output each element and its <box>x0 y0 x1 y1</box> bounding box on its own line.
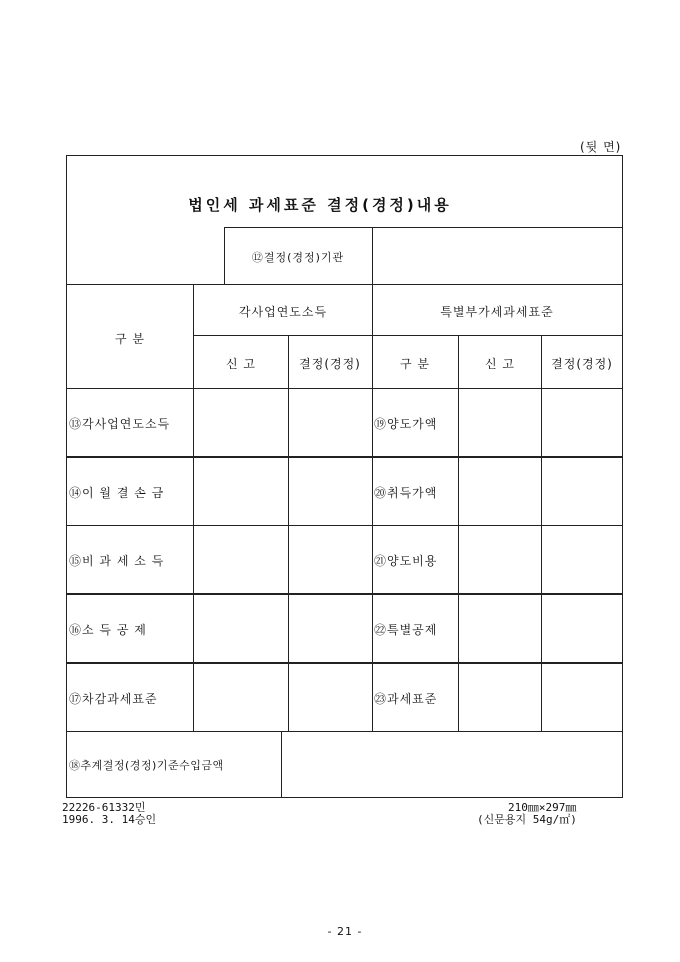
value-cell[interactable] <box>193 594 289 663</box>
value-cell[interactable] <box>541 388 623 457</box>
group-left-header: 각사업연도소득 <box>238 305 328 319</box>
value-cell[interactable] <box>541 663 623 732</box>
paper-size: 210㎜×297㎜ <box>508 801 577 814</box>
value-cell[interactable] <box>458 594 542 663</box>
category-header: 구 분 <box>115 332 145 346</box>
value-cell[interactable] <box>288 663 373 732</box>
value-cell[interactable] <box>288 594 373 663</box>
value-cell[interactable] <box>193 457 289 526</box>
report-right-header: 신 고 <box>485 357 515 371</box>
approval-date: 1996. 3. 14승인 <box>62 813 157 826</box>
value-cell[interactable] <box>193 525 289 594</box>
value-cell[interactable] <box>541 525 623 594</box>
decision-right-header: 결정(경정) <box>551 357 613 371</box>
value-cell[interactable] <box>288 457 373 526</box>
value-cell[interactable] <box>288 388 373 457</box>
value-cell[interactable] <box>458 525 542 594</box>
value-cell[interactable] <box>458 663 542 732</box>
value-cell[interactable] <box>541 594 623 663</box>
row-label-right: ㉑양도비용 <box>374 554 438 568</box>
agency-value-cell[interactable] <box>372 227 623 285</box>
row-label-right: ㉒특별공제 <box>374 623 438 637</box>
row-label-left: ⑭이 월 결 손 금 <box>69 486 165 500</box>
row-label-right: ㉓과세표준 <box>374 692 438 706</box>
page-number: - 21 - <box>327 925 363 938</box>
row-label-left: ⑬각사업연도소득 <box>69 417 171 431</box>
row-label-left: ⑮비 과 세 소 득 <box>69 554 165 568</box>
value-cell[interactable] <box>193 663 289 732</box>
value-cell[interactable] <box>288 525 373 594</box>
row-label-left: ⑰차감과세표준 <box>69 692 158 706</box>
paper-type: (신문용지 54g/㎡) <box>477 813 577 826</box>
estimate-value-cell[interactable] <box>281 731 623 798</box>
row-label-right: ⑲양도가액 <box>374 417 438 431</box>
form-code: 22226-61332민 <box>62 801 146 814</box>
form-title: 법인세 과세표준 결정(경정)내용 <box>188 196 452 214</box>
page-side-label: (뒷 면) <box>580 140 622 154</box>
decision-header: 결정(경정) <box>299 357 361 371</box>
report-header: 신 고 <box>226 357 256 371</box>
value-cell[interactable] <box>458 457 542 526</box>
agency-label: ⑫결정(경정)기관 <box>251 251 345 264</box>
row-label-left: ⑯소 득 공 제 <box>69 623 147 637</box>
category-right-header: 구 분 <box>400 357 430 371</box>
value-cell[interactable] <box>541 457 623 526</box>
group-right-header: 특별부가세과세표준 <box>440 305 554 319</box>
value-cell[interactable] <box>193 388 289 457</box>
value-cell[interactable] <box>458 388 542 457</box>
row-label-right: ⑳취득가액 <box>374 486 438 500</box>
estimate-label: ⑱추계결정(경정)기준수입금액 <box>69 759 224 772</box>
